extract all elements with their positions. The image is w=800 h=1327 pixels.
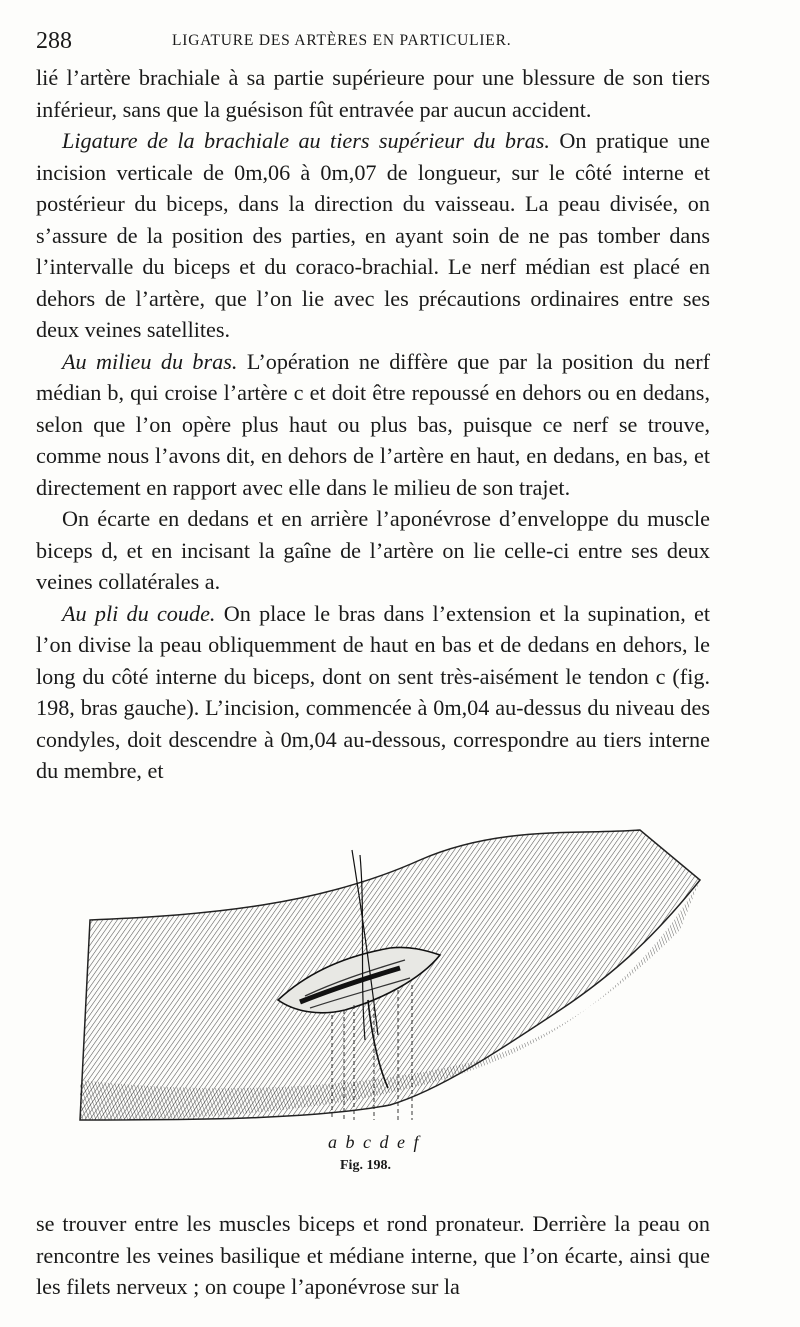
page-number: 288 <box>36 28 72 54</box>
figure-letters: a b c d e f <box>328 1132 421 1152</box>
figure-198 <box>60 820 720 1190</box>
paragraph-5: Au pli du coude. On place le bras dans l’extension et la supination, et l’on divise la peau obliquemment de haut en bas et de dedans en dehors, le long du côté interne du biceps, dont on sent très-aisément le tendon c (fig. 198, bras gauche). L’incision, commencée à 0m,04 au-dessus du niveau des condyles, doit descendre à 0m,04 au-dessous, correspondre au tiers interne du membre, et <box>36 600 710 783</box>
paragraph-6: se trouver entre les muscles biceps et rond pronateur. Derrière la peau on rencontre les veines basilique et médiane interne, que l’on écarte, ainsi que les filets nerveux ; on coupe l’aponévrose sur la <box>36 1211 710 1299</box>
paragraph-2-lead: Ligature de la brachiale au tiers supérieur du bras. <box>62 128 550 153</box>
paragraph-3-lead: Au milieu du bras. <box>62 348 238 374</box>
paragraph-1: lié l’artère brachiale à sa partie supérieure pour une blessure de son tiers inférieur, sans que la guésison fût entravée par aucun accident. <box>36 65 710 122</box>
running-head: LIGATURE DES ARTÈRES EN PARTICULIER. <box>172 32 512 49</box>
arm-engraving <box>60 820 720 1150</box>
page-header <box>36 28 764 58</box>
paragraph-2: Ligature de la brachiale au tiers supérieur du bras. On pratique une incision verticale de 0m,06 à 0m,07 de longueur, sur le côté interne et postérieur du biceps, dans la direction du vaisseau. La peau divisée, on s’assure de la position des parties, en ayant soin de ne pas tomber dans l’intervalle du biceps et du coraco-brachial. Le nerf médian est placé en dehors de l’artère, que l’on lie avec les précautions ordinaires entre ses deux veines satellites. <box>36 128 710 342</box>
paragraph-4: On écarte en dedans et en arrière l’aponévrose d’enveloppe du muscle biceps d, et en incisant la gaîne de l’artère on lie celle-ci entre ses deux veines collatérales a. <box>36 506 710 594</box>
body-text-top <box>36 62 710 787</box>
paragraph-3: Au milieu du bras. L’opération ne diffère que par la position du nerf médian b, qui croise l’artère c et doit être repoussé en dehors ou en dedans, selon que l’on opère plus haut ou plus bas, puisque ce nerf se trouve, comme nous l’avons dit, en dehors de l’artère en haut, en dedans, en bas, et directement en rapport avec elle dans le milieu de son trajet. <box>36 348 710 500</box>
paragraph-5-lead: Au pli du coude. <box>62 600 216 626</box>
body-text-bottom <box>36 1208 710 1303</box>
figure-caption: Fig. 198. <box>340 1158 391 1173</box>
